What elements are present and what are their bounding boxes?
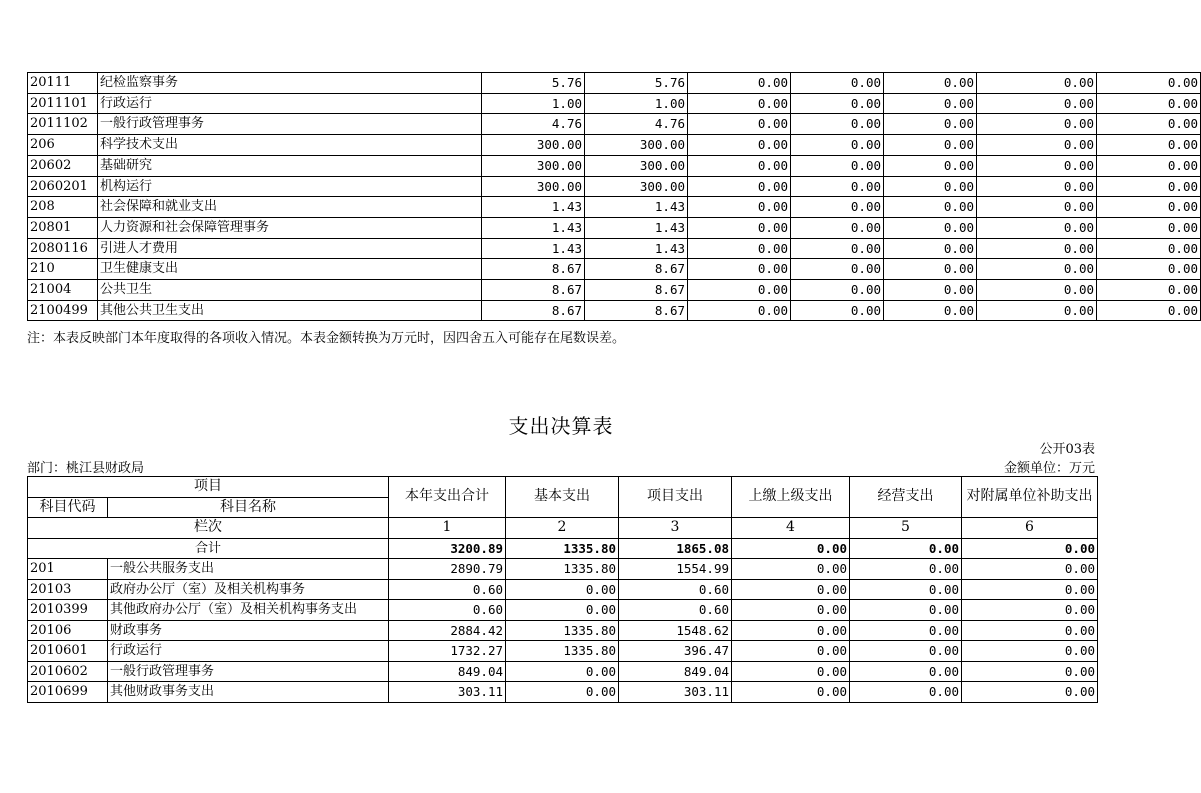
header-subject-name: 科目名称 <box>108 497 389 518</box>
subject-code-cell: 208 <box>28 197 98 218</box>
amount-cell: 0.00 <box>1097 135 1201 156</box>
amount-cell: 8.67 <box>585 280 688 301</box>
amount-cell: 0.00 <box>791 73 884 94</box>
amount-cell: 0.00 <box>977 114 1097 135</box>
subject-name-cell: 行政运行 <box>108 641 389 662</box>
subject-code-cell: 2010601 <box>28 641 108 662</box>
table-row <box>28 93 1201 114</box>
subject-code-cell: 21004 <box>28 280 98 301</box>
subject-name-cell: 人力资源和社会保障管理事务 <box>98 217 482 238</box>
table-row <box>28 682 1098 703</box>
amount-cell: 300.00 <box>482 176 585 197</box>
amount-cell: 4.76 <box>585 114 688 135</box>
income-table <box>27 72 1201 321</box>
total-value: 0.00 <box>850 538 962 559</box>
subject-code-cell: 2011102 <box>28 114 98 135</box>
income-table-body <box>28 73 1201 321</box>
amount-cell: 1.43 <box>482 238 585 259</box>
amount-cell: 0.00 <box>1097 155 1201 176</box>
amount-cell: 0.00 <box>962 559 1098 580</box>
amount-cell: 849.04 <box>619 661 732 682</box>
amount-cell: 0.00 <box>977 135 1097 156</box>
amount-cell: 1.00 <box>585 93 688 114</box>
amount-cell: 300.00 <box>482 155 585 176</box>
subject-code-cell: 20801 <box>28 217 98 238</box>
amount-cell: 0.00 <box>884 238 977 259</box>
amount-cell: 0.00 <box>977 176 1097 197</box>
header-subject-code: 科目代码 <box>28 497 108 518</box>
amount-cell: 300.00 <box>585 135 688 156</box>
subject-name-cell: 其他政府办公厅（室）及相关机构事务支出 <box>108 600 389 621</box>
subject-code-cell: 2080116 <box>28 238 98 259</box>
column-number-row <box>28 518 1098 539</box>
col-number: 1 <box>389 518 506 539</box>
table-row <box>28 114 1201 135</box>
amount-cell: 0.00 <box>688 114 791 135</box>
col-number: 2 <box>506 518 619 539</box>
amount-cell: 303.11 <box>389 682 506 703</box>
header-row <box>28 477 1098 498</box>
header-col-subsidy: 对附属单位补助支出 <box>962 477 1098 518</box>
subject-code-cell: 201 <box>28 559 108 580</box>
total-value: 0.00 <box>732 538 850 559</box>
amount-cell: 0.00 <box>791 93 884 114</box>
amount-cell: 0.00 <box>977 93 1097 114</box>
amount-cell: 0.00 <box>884 259 977 280</box>
amount-cell: 0.00 <box>732 559 850 580</box>
amount-cell: 0.00 <box>688 217 791 238</box>
amount-cell: 0.00 <box>977 197 1097 218</box>
subject-name-cell: 引进人才费用 <box>98 238 482 259</box>
amount-cell: 0.00 <box>506 661 619 682</box>
subject-name-cell: 机构运行 <box>98 176 482 197</box>
amount-cell: 1.43 <box>585 217 688 238</box>
subject-name-cell: 一般行政管理事务 <box>108 661 389 682</box>
amount-cell: 0.00 <box>688 280 791 301</box>
header-col-total: 本年支出合计 <box>389 477 506 518</box>
subject-code-cell: 210 <box>28 259 98 280</box>
amount-cell: 0.00 <box>884 155 977 176</box>
amount-cell: 0.00 <box>962 620 1098 641</box>
table-row <box>28 300 1201 321</box>
amount-cell: 0.00 <box>791 238 884 259</box>
amount-cell: 5.76 <box>482 73 585 94</box>
subject-code-cell: 20106 <box>28 620 108 641</box>
subject-code-cell: 206 <box>28 135 98 156</box>
subject-code-cell: 2010699 <box>28 682 108 703</box>
header-col-upper: 上缴上级支出 <box>732 477 850 518</box>
amount-cell: 396.47 <box>619 641 732 662</box>
amount-cell: 5.76 <box>585 73 688 94</box>
expense-table <box>27 476 1098 703</box>
amount-cell: 0.00 <box>732 682 850 703</box>
total-value: 1865.08 <box>619 538 732 559</box>
amount-cell: 1335.80 <box>506 620 619 641</box>
amount-cell: 0.00 <box>791 217 884 238</box>
table-row <box>28 217 1201 238</box>
table-row <box>28 238 1201 259</box>
amount-cell: 2884.42 <box>389 620 506 641</box>
amount-cell: 1335.80 <box>506 641 619 662</box>
amount-cell: 1.43 <box>482 197 585 218</box>
amount-cell: 0.00 <box>791 155 884 176</box>
amount-cell: 0.00 <box>791 259 884 280</box>
amount-cell: 0.00 <box>1097 73 1201 94</box>
table-code: 公开03表 <box>1039 442 1095 457</box>
header-project: 项目 <box>28 477 389 498</box>
subject-name-cell: 卫生健康支出 <box>98 259 482 280</box>
amount-cell: 0.00 <box>1097 114 1201 135</box>
amount-cell: 0.00 <box>732 661 850 682</box>
amount-cell: 300.00 <box>585 155 688 176</box>
table-row <box>28 259 1201 280</box>
unit-label: 金额单位：万元 <box>1003 461 1095 476</box>
table-row <box>28 620 1098 641</box>
subject-code-cell: 2011101 <box>28 93 98 114</box>
amount-cell: 2890.79 <box>389 559 506 580</box>
amount-cell: 0.00 <box>732 641 850 662</box>
amount-cell: 0.00 <box>884 217 977 238</box>
amount-cell: 1.43 <box>585 197 688 218</box>
amount-cell: 0.00 <box>1097 217 1201 238</box>
amount-cell: 300.00 <box>585 176 688 197</box>
subject-name-cell: 行政运行 <box>98 93 482 114</box>
table-row <box>28 280 1201 301</box>
subject-code-cell: 20103 <box>28 579 108 600</box>
amount-cell: 1732.27 <box>389 641 506 662</box>
amount-cell: 0.00 <box>1097 280 1201 301</box>
header-col-basic: 基本支出 <box>506 477 619 518</box>
amount-cell: 0.60 <box>619 579 732 600</box>
amount-cell: 0.00 <box>732 600 850 621</box>
amount-cell: 0.00 <box>962 641 1098 662</box>
subject-name-cell: 纪检监察事务 <box>98 73 482 94</box>
amount-cell: 0.00 <box>688 155 791 176</box>
table-row <box>28 559 1098 580</box>
amount-cell: 8.67 <box>482 259 585 280</box>
subject-name-cell: 公共卫生 <box>98 280 482 301</box>
amount-cell: 0.00 <box>688 259 791 280</box>
amount-cell: 0.00 <box>1097 300 1201 321</box>
amount-cell: 0.00 <box>1097 197 1201 218</box>
amount-cell: 0.00 <box>791 197 884 218</box>
amount-cell: 0.00 <box>884 197 977 218</box>
amount-cell: 0.00 <box>884 176 977 197</box>
amount-cell: 0.00 <box>1097 238 1201 259</box>
amount-cell: 0.00 <box>791 135 884 156</box>
subject-name-cell: 科学技术支出 <box>98 135 482 156</box>
col-number: 4 <box>732 518 850 539</box>
amount-cell: 0.00 <box>884 300 977 321</box>
amount-cell: 0.00 <box>977 280 1097 301</box>
amount-cell: 0.00 <box>850 559 962 580</box>
amount-cell: 0.00 <box>688 93 791 114</box>
col-number: 3 <box>619 518 732 539</box>
expense-table-body <box>28 477 1098 703</box>
amount-cell: 0.00 <box>506 579 619 600</box>
amount-cell: 0.00 <box>688 135 791 156</box>
amount-cell: 0.60 <box>389 600 506 621</box>
amount-cell: 4.76 <box>482 114 585 135</box>
amount-cell: 0.00 <box>688 197 791 218</box>
amount-cell: 0.00 <box>977 217 1097 238</box>
table-row <box>28 176 1201 197</box>
amount-cell: 0.00 <box>791 114 884 135</box>
amount-cell: 0.00 <box>1097 259 1201 280</box>
total-value: 0.00 <box>962 538 1098 559</box>
amount-cell: 0.00 <box>732 620 850 641</box>
amount-cell: 0.00 <box>791 300 884 321</box>
amount-cell: 8.67 <box>585 300 688 321</box>
amount-cell: 8.67 <box>482 280 585 301</box>
col-number: 5 <box>850 518 962 539</box>
subject-name-cell: 社会保障和就业支出 <box>98 197 482 218</box>
subject-code-cell: 20602 <box>28 155 98 176</box>
table-row <box>28 661 1098 682</box>
row-label: 栏次 <box>28 518 389 539</box>
subject-name-cell: 其他公共卫生支出 <box>98 300 482 321</box>
subject-name-cell: 一般公共服务支出 <box>108 559 389 580</box>
amount-cell: 1.43 <box>482 217 585 238</box>
page-title: 支出决算表 <box>508 414 614 438</box>
amount-cell: 0.00 <box>688 238 791 259</box>
amount-cell: 0.00 <box>850 600 962 621</box>
amount-cell: 0.00 <box>962 661 1098 682</box>
table-row <box>28 135 1201 156</box>
amount-cell: 0.60 <box>619 600 732 621</box>
subject-code-cell: 2010399 <box>28 600 108 621</box>
amount-cell: 0.00 <box>884 93 977 114</box>
amount-cell: 1548.62 <box>619 620 732 641</box>
table-row <box>28 155 1201 176</box>
amount-cell: 0.00 <box>884 280 977 301</box>
amount-cell: 303.11 <box>619 682 732 703</box>
total-label: 合计 <box>28 538 389 559</box>
income-table-note: 注：本表反映部门本年度取得的各项收入情况。本表金额转换为万元时，因四舍五入可能存在尾数误差。 <box>27 331 626 346</box>
amount-cell: 0.00 <box>962 600 1098 621</box>
amount-cell: 0.00 <box>962 682 1098 703</box>
department-label: 部门：桃江县财政局 <box>27 461 145 476</box>
amount-cell: 0.00 <box>791 280 884 301</box>
amount-cell: 0.00 <box>850 579 962 600</box>
subject-name-cell: 一般行政管理事务 <box>98 114 482 135</box>
amount-cell: 0.00 <box>884 135 977 156</box>
amount-cell: 8.67 <box>585 259 688 280</box>
amount-cell: 0.00 <box>791 176 884 197</box>
amount-cell: 0.00 <box>850 620 962 641</box>
amount-cell: 0.00 <box>962 579 1098 600</box>
amount-cell: 1.43 <box>585 238 688 259</box>
subject-name-cell: 基础研究 <box>98 155 482 176</box>
table-row <box>28 600 1098 621</box>
amount-cell: 0.00 <box>850 641 962 662</box>
amount-cell: 0.00 <box>688 300 791 321</box>
amount-cell: 0.00 <box>688 73 791 94</box>
subject-code-cell: 2060201 <box>28 176 98 197</box>
subject-code-cell: 20111 <box>28 73 98 94</box>
amount-cell: 0.00 <box>977 155 1097 176</box>
table-row <box>28 641 1098 662</box>
amount-cell: 0.00 <box>1097 93 1201 114</box>
subject-code-cell: 2010602 <box>28 661 108 682</box>
total-value: 1335.80 <box>506 538 619 559</box>
amount-cell: 0.00 <box>506 682 619 703</box>
amount-cell: 0.00 <box>977 73 1097 94</box>
amount-cell: 0.00 <box>977 300 1097 321</box>
amount-cell: 1554.99 <box>619 559 732 580</box>
total-row <box>28 538 1098 559</box>
header-col-business: 经营支出 <box>850 477 962 518</box>
amount-cell: 1.00 <box>482 93 585 114</box>
amount-cell: 0.60 <box>389 579 506 600</box>
subject-name-cell: 其他财政事务支出 <box>108 682 389 703</box>
amount-cell: 0.00 <box>884 73 977 94</box>
amount-cell: 849.04 <box>389 661 506 682</box>
table-row <box>28 73 1201 94</box>
amount-cell: 0.00 <box>732 579 850 600</box>
subject-code-cell: 2100499 <box>28 300 98 321</box>
subject-name-cell: 政府办公厅（室）及相关机构事务 <box>108 579 389 600</box>
col-number: 6 <box>962 518 1098 539</box>
amount-cell: 0.00 <box>506 600 619 621</box>
amount-cell: 1335.80 <box>506 559 619 580</box>
amount-cell: 0.00 <box>688 176 791 197</box>
amount-cell: 0.00 <box>1097 176 1201 197</box>
amount-cell: 0.00 <box>977 259 1097 280</box>
amount-cell: 8.67 <box>482 300 585 321</box>
table-row <box>28 197 1201 218</box>
amount-cell: 0.00 <box>977 238 1097 259</box>
amount-cell: 0.00 <box>884 114 977 135</box>
total-value: 3200.89 <box>389 538 506 559</box>
amount-cell: 0.00 <box>850 661 962 682</box>
table-row <box>28 579 1098 600</box>
subject-name-cell: 财政事务 <box>108 620 389 641</box>
amount-cell: 300.00 <box>482 135 585 156</box>
amount-cell: 0.00 <box>850 682 962 703</box>
header-col-project: 项目支出 <box>619 477 732 518</box>
